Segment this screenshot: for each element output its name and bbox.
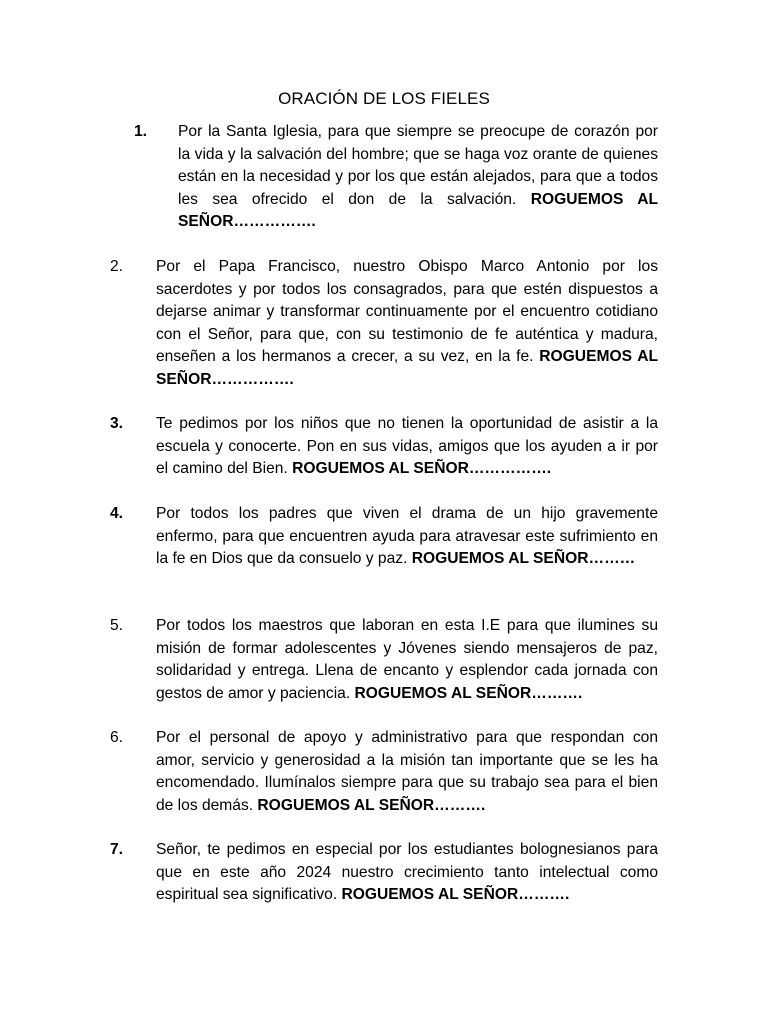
petition-item-1	[134, 121, 658, 234]
petition-number: 5.	[110, 617, 124, 634]
petition-response: ROGUEMOS AL SEÑOR……….	[341, 886, 570, 904]
petition-text: Por todos los maestros que laboran en esta I.E para que ilumines su misión de formar adolescentes y Jóvenes siendo mensajeros de paz, solidaridad y entrega. Llena de encanto y esplendor cada jornada con gestos de amor y paciencia.	[156, 617, 658, 702]
petition-body	[156, 615, 658, 705]
petition-text: Te pedimos por los niños que no tienen la oportunidad de asistir a la escuela y conocerte. Pon en sus vidas, amigos que los ayuden a ir por el camino del Bien.	[156, 415, 658, 478]
petition-response: ROGUEMOS AL SEÑOR…………….	[156, 348, 658, 388]
petition-number: 1.	[134, 123, 148, 140]
petition-text: Por el personal de apoyo y administrativo para que respondan con amor, servicio y generosidad a la misión tan importante que se les ha encomendado. Ilumínalos siempre para que su trabajo sea para el bien de los demás.	[156, 729, 658, 814]
petition-body	[156, 839, 658, 907]
petition-number: 3.	[110, 415, 124, 432]
petition-body	[156, 727, 658, 817]
petition-text: Señor, te pedimos en especial por los estudiantes bolognesianos para que en este año 2024 nuestro crecimiento tanto intelectual como espiritual sea significativo.	[156, 841, 658, 904]
petition-body	[156, 413, 658, 481]
petition-response: ROGUEMOS AL SEÑOR…………….	[178, 190, 658, 231]
petition-item-7	[110, 839, 658, 907]
petition-item-6	[110, 727, 658, 817]
petition-body	[156, 503, 658, 571]
petition-response: ROGUEMOS AL SEÑOR……….	[354, 684, 583, 702]
petition-response: ROGUEMOS AL SEÑOR……….	[257, 796, 486, 814]
petition-item-4	[110, 503, 658, 571]
petition-item-2	[110, 256, 658, 392]
petition-body	[156, 256, 658, 392]
petition-number: 4.	[110, 505, 124, 522]
petition-response: ROGUEMOS AL SEÑOR………	[411, 550, 636, 568]
petition-text: Por la Santa Iglesia, para que siempre se preocupe de corazón por la vida y la salvación del hombre; que se haga voz orante de quienes están en la necesidad y por los que están alejados, para que a todos les sea ofrecido el don de la salvación.	[178, 123, 658, 208]
petition-item-3	[110, 413, 658, 481]
petition-number: 2.	[110, 258, 124, 275]
page-title: ORACIÓN DE LOS FIELES	[278, 89, 490, 108]
petition-text: Por el Papa Francisco, nuestro Obispo Marco Antonio por los sacerdotes y por todos los consagrados, para que estén dispuestos a dejarse animar y transformar continuamente por el encuentro cotidiano con el Señor, para que, con su testimonio de fe auténtica y madura, enseñen a los hermanos a crecer, a su vez, en la fe.	[156, 258, 658, 366]
petition-item-5	[110, 615, 658, 705]
petition-response: ROGUEMOS AL SEÑOR…………….	[292, 460, 552, 478]
petition-text: Por todos los padres que viven el drama de un hijo gravemente enfermo, para que encuentren ayuda para atravesar este sufrimiento en la fe en Dios que da consuelo y paz.	[156, 505, 658, 568]
petition-number: 7.	[110, 841, 124, 858]
petition-body	[178, 121, 658, 234]
petition-number: 6.	[110, 729, 124, 746]
